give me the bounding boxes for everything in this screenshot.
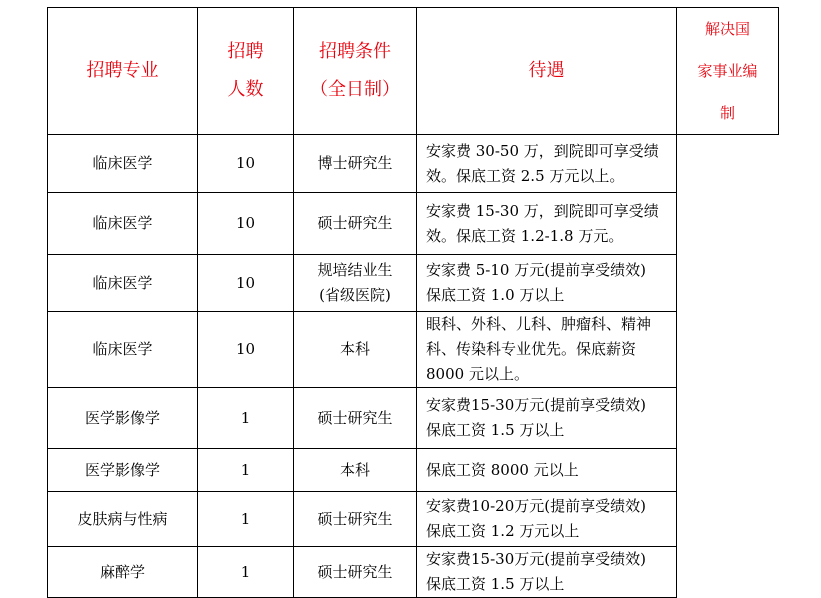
major-cell: 临床医学	[48, 193, 198, 255]
header-count	[198, 8, 294, 135]
requirement-line: 硕士研究生	[317, 214, 393, 232]
requirement-cell	[294, 547, 417, 598]
table-row	[48, 193, 779, 255]
count-cell: 1	[198, 449, 294, 492]
requirement-cell	[294, 492, 417, 547]
requirement-line: 博士研究生	[317, 154, 393, 172]
benefits-line: 保底工资 1.2 万元以上	[426, 522, 580, 540]
count-cell: 10	[198, 193, 294, 255]
major-cell: 临床医学	[48, 255, 198, 312]
count-cell: 1	[198, 547, 294, 598]
requirement-line: 硕士研究生	[317, 509, 393, 528]
requirement-cell	[294, 388, 417, 449]
table-row	[48, 255, 779, 312]
count-cell: 10	[198, 135, 294, 193]
requirement-line: 硕士研究生	[317, 408, 393, 427]
benefits-line: 眼科、外科、儿科、肿瘤科、精神	[426, 315, 652, 333]
benefits-line: 保底工资 1.5 万以上	[426, 575, 565, 593]
major-cell: 皮肤病与性病	[48, 492, 198, 547]
benefits-cell	[417, 449, 677, 492]
benefits-cell	[417, 255, 677, 312]
requirement-line: 本科	[339, 340, 370, 358]
benefits-cell	[417, 547, 677, 598]
recruitment-table	[47, 7, 779, 598]
benefits-line: 保底工资 1.5 万以上	[426, 421, 565, 439]
benefits-cell	[417, 492, 677, 547]
major-cell: 临床医学	[48, 135, 198, 193]
requirement-line: (省级医院)	[319, 286, 391, 304]
major-cell: 临床医学	[48, 312, 198, 388]
header-requirement-line: 招聘条件	[319, 41, 391, 62]
benefits-cell	[417, 193, 677, 255]
header-requirement	[294, 8, 417, 135]
table-row	[48, 312, 779, 388]
table-row	[48, 135, 779, 193]
count-cell: 1	[198, 388, 294, 449]
benefits-line: 安家费10-20万元(提前享受绩效)	[426, 497, 646, 515]
benefits-line: 安家费 15-30 万，到院即可享受绩	[426, 201, 659, 220]
header-count-line: 招聘	[227, 41, 264, 62]
benefits-line: 效。保底工资 2.5 万元以上。	[426, 166, 625, 185]
benefits-line: 安家费15-30万元(提前享受绩效)	[426, 550, 646, 568]
benefits-line: 安家费15-30万元(提前享受绩效)	[426, 396, 646, 414]
requirement-cell	[294, 312, 417, 388]
count-cell: 10	[198, 312, 294, 388]
note-cell	[677, 8, 779, 135]
table-row	[48, 492, 779, 547]
header-major: 招聘专业	[48, 8, 198, 135]
benefits-cell	[417, 388, 677, 449]
count-cell: 1	[198, 492, 294, 547]
benefits-line: 保底工资 1.0 万以上	[426, 286, 565, 304]
benefits-line: 安家费 30-50 万，到院即可享受绩	[426, 141, 659, 160]
benefits-line: 效。保底工资 1.2-1.8 万元。	[426, 226, 624, 245]
header-row	[48, 8, 779, 135]
major-cell: 麻醉学	[48, 547, 198, 598]
table-row	[48, 388, 779, 449]
requirement-cell	[294, 193, 417, 255]
benefits-line: 安家费 5-10 万元(提前享受绩效)	[426, 261, 646, 279]
benefits-line: 8000 元以上。	[426, 365, 529, 383]
benefits-line: 保底工资 8000 元以上	[426, 460, 579, 479]
requirement-line: 规培结业生	[317, 261, 393, 279]
header-benefits: 待遇	[417, 8, 677, 135]
requirement-line: 本科	[339, 460, 370, 479]
benefits-line: 科、传染科专业优先。保底薪资	[426, 340, 637, 358]
major-cell: 医学影像学	[48, 388, 198, 449]
benefits-cell	[417, 312, 677, 388]
header-requirement-line: （全日制）	[310, 79, 400, 100]
note-line: 家事业编	[697, 62, 758, 80]
table-row	[48, 547, 779, 598]
note-line: 制	[719, 104, 735, 122]
major-cell: 医学影像学	[48, 449, 198, 492]
note-line: 解决国	[704, 20, 750, 38]
count-cell: 10	[198, 255, 294, 312]
requirement-cell	[294, 135, 417, 193]
table-row	[48, 449, 779, 492]
header-count-line: 人数	[227, 79, 264, 100]
benefits-cell	[417, 135, 677, 193]
requirement-line: 硕士研究生	[317, 562, 393, 581]
requirement-cell	[294, 449, 417, 492]
requirement-cell	[294, 255, 417, 312]
